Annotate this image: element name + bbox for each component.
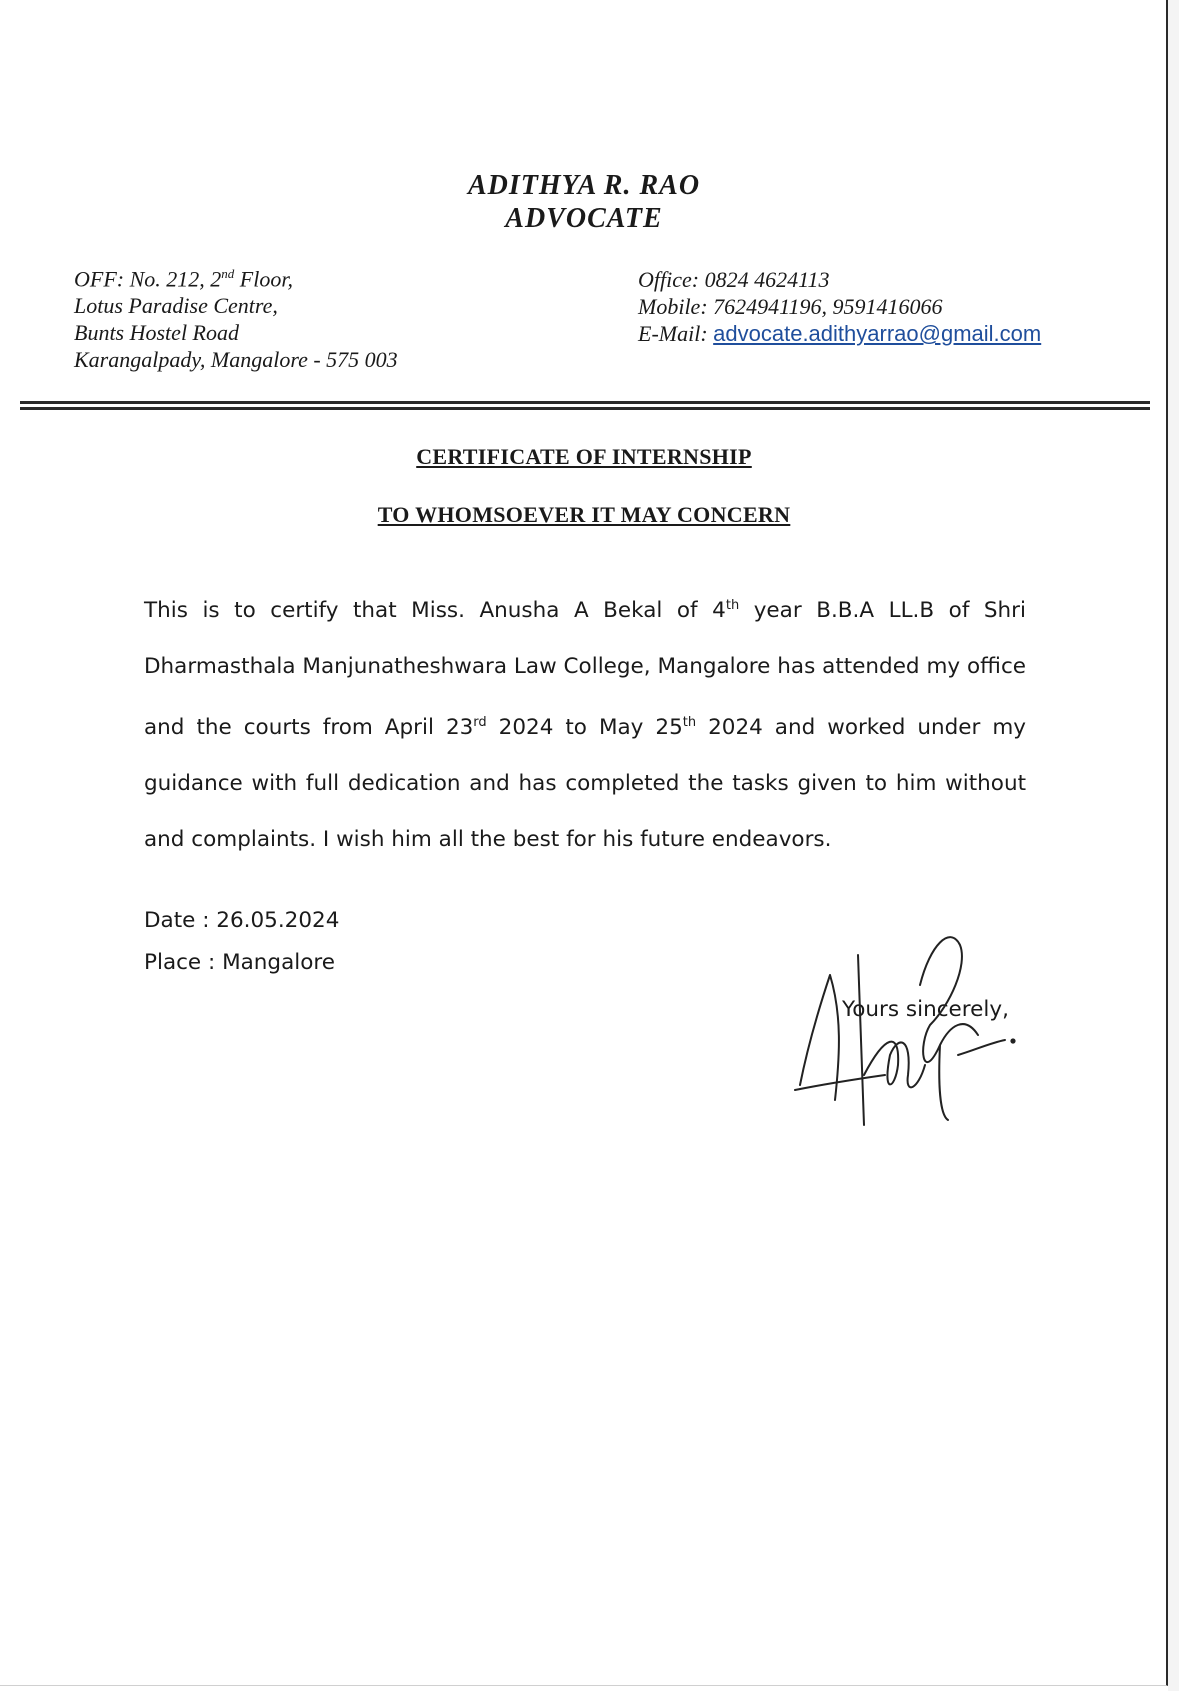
office-address (74, 260, 398, 373)
contact-details (638, 266, 1041, 347)
advocate-name: ADITHYA R. RAO (467, 170, 701, 201)
address-line-2: Lotus Paradise Centre, (74, 293, 278, 319)
email-link[interactable]: advocate.adithyarrao@gmail.com (713, 321, 1042, 346)
certificate-body: This is to certify that Miss. Anusha A Bekal of 4th year B.B.A LL.B of Shri Dharmasthala Manjunatheshwara Law College, Mangalore has attended my office and the courts from April 23rd 2024 to May 25th 2024 and worked under my guidance with full dedication and has completed the tasks given to him without and complaints. I wish him all the best for his future endeavors. (144, 598, 1026, 853)
address-line-3: Bunts Hostel Road (74, 320, 239, 346)
header-divider-bottom (20, 407, 1150, 410)
email-label: E-Mail: (638, 321, 708, 346)
email-line (638, 320, 1041, 347)
office-phone: Office: 0824 4624113 (638, 267, 830, 292)
mobile-phone: Mobile: 7624941196, 9591416066 (638, 294, 943, 319)
certificate-place: Place : Mangalore (144, 950, 335, 975)
certificate-subtitle: TO WHOMSOEVER IT MAY CONCERN (377, 502, 791, 527)
certificate-date: Date : 26.05.2024 (144, 908, 340, 933)
certificate-title: CERTIFICATE OF INTERNSHIP (416, 444, 752, 469)
header-divider-top (20, 401, 1150, 404)
handwritten-signature (790, 925, 1030, 1135)
advocate-title: ADVOCATE (505, 203, 663, 234)
closing-salutation: Yours sincerely, (842, 997, 1009, 1022)
page-edge (1168, 0, 1179, 1691)
address-line-4: Karangalpady, Mangalore - 575 003 (74, 347, 398, 373)
address-line-1: OFF: No. 212, 2nd Floor, (74, 266, 293, 292)
